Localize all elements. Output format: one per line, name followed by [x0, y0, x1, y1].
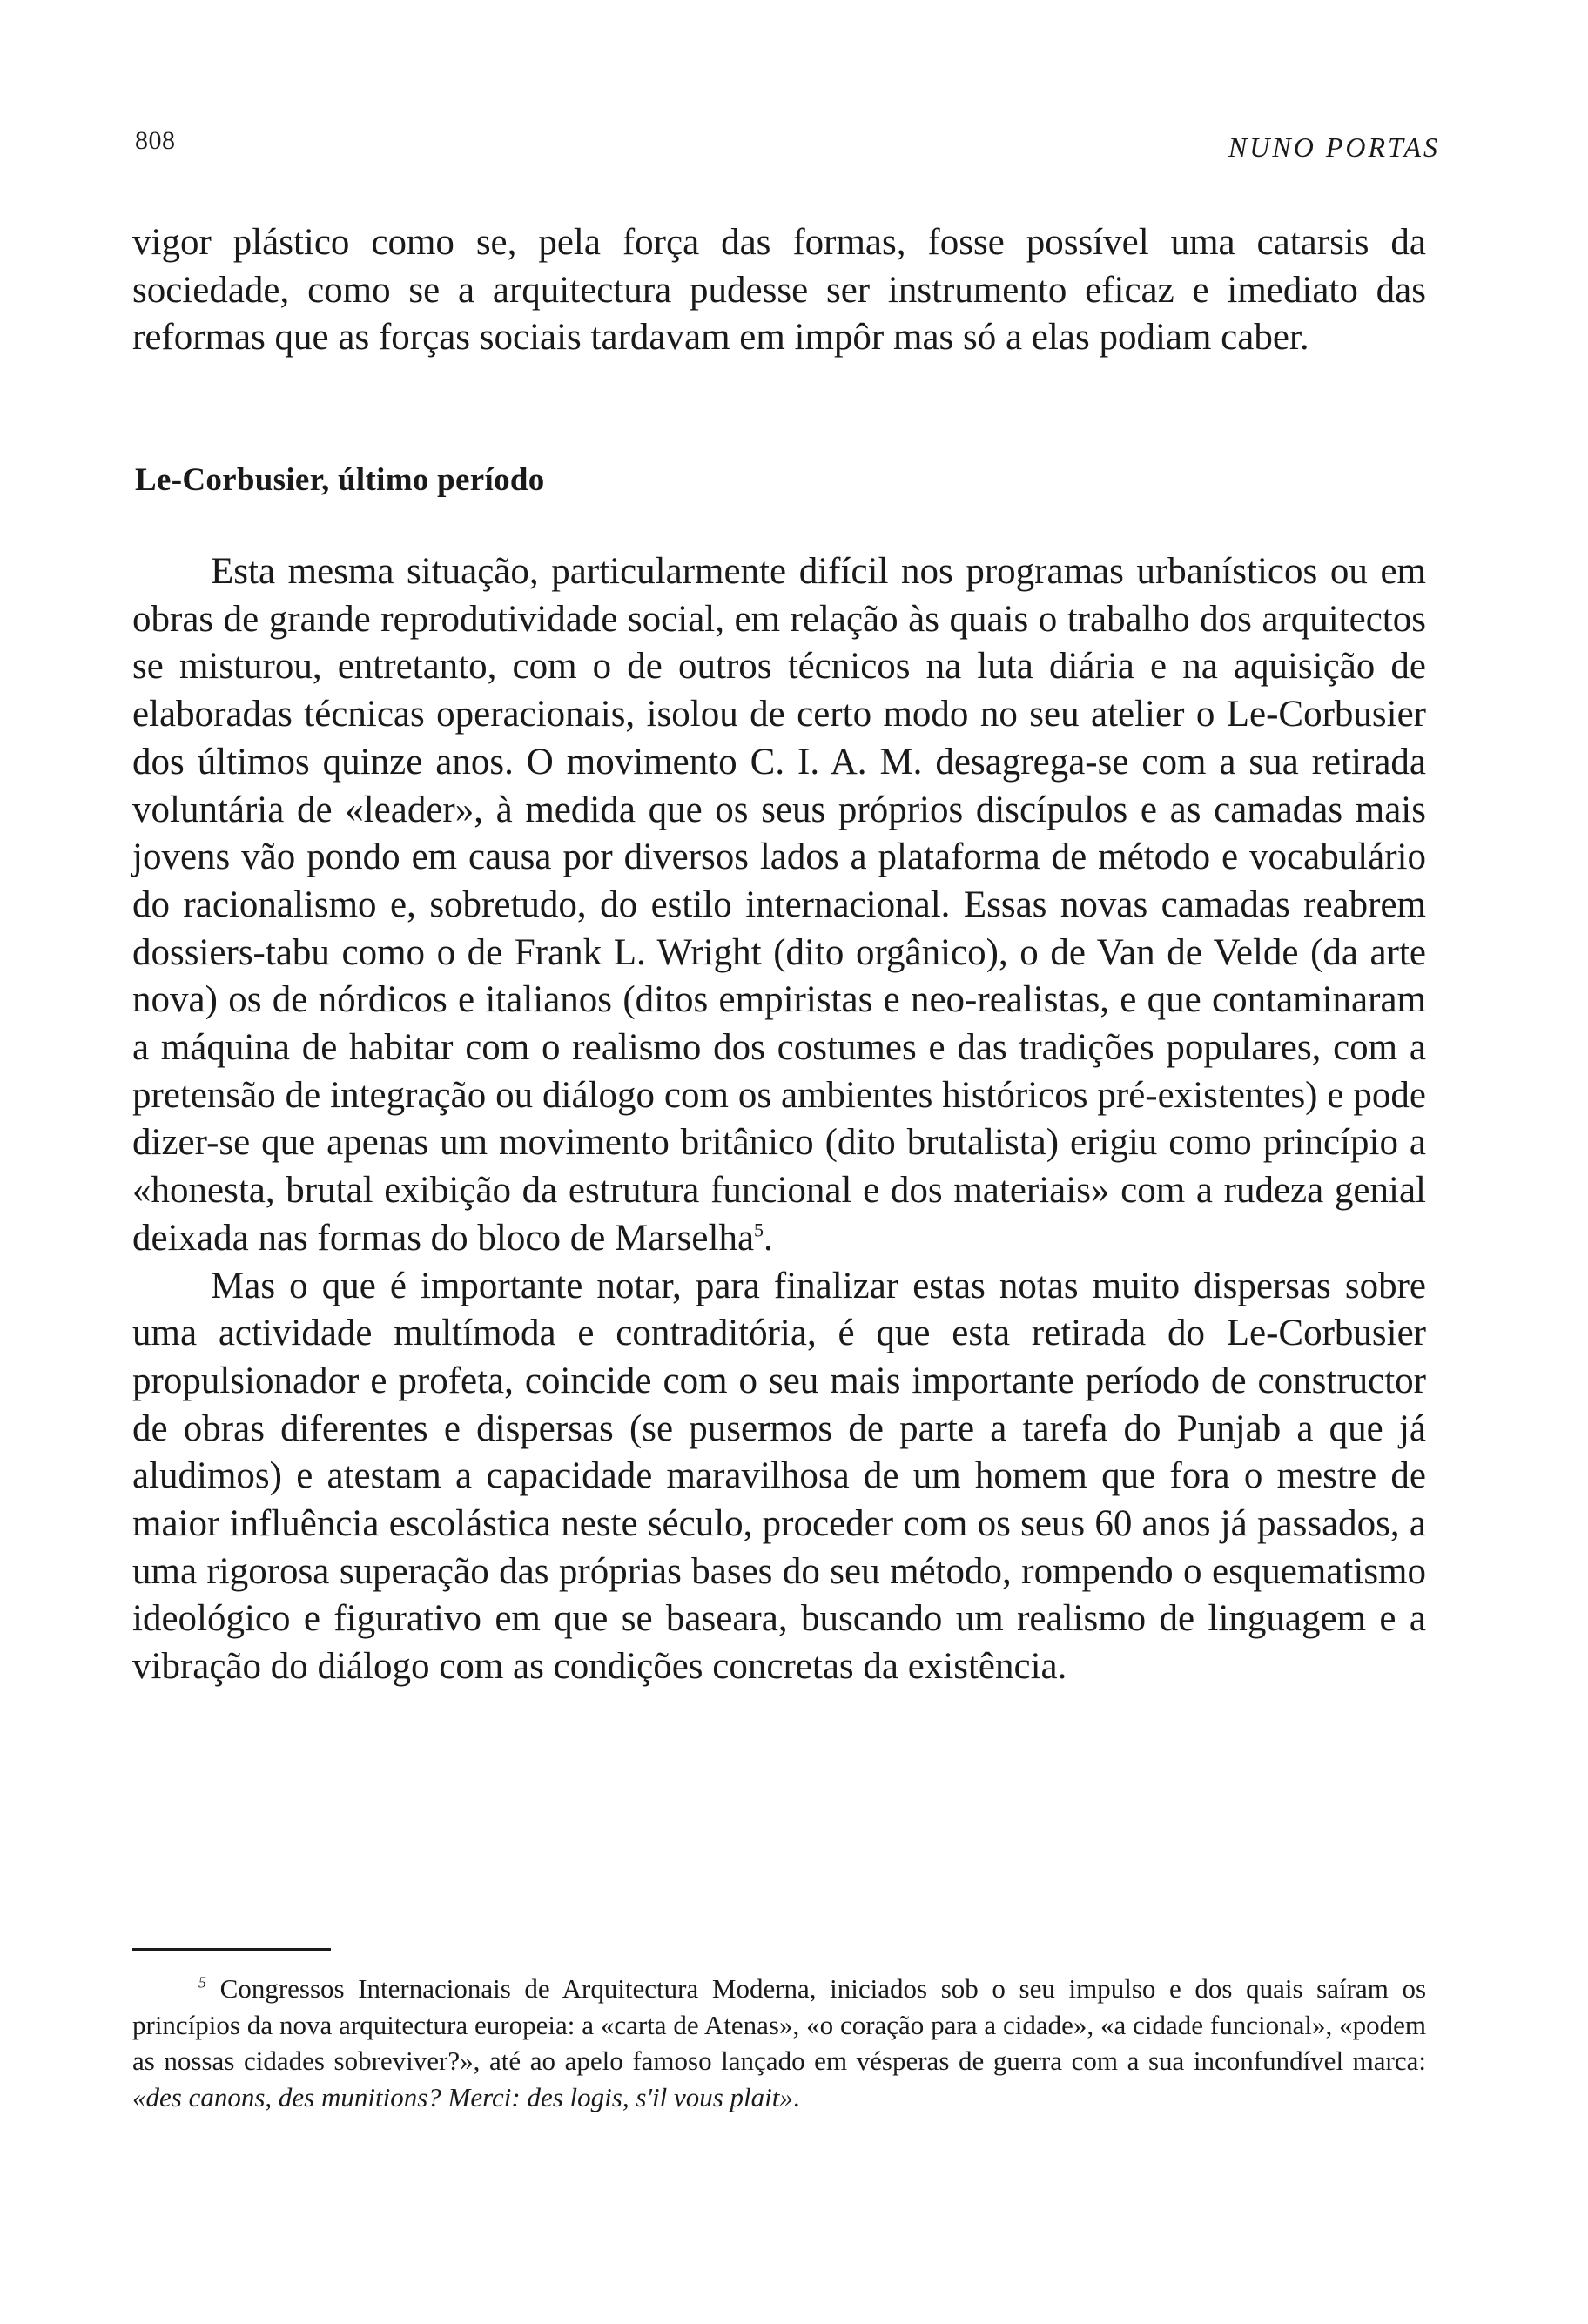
footnote-divider: [132, 1948, 331, 1951]
paragraph-2: Mas o que é importante notar, para finalizar estas notas muito dispersas sobre uma actividade multímoda e contraditória, é que esta retirada do Le-Corbusier propulsionador e profeta, coincide com o seu mais importante período de constructor de obras diferentes e dispersas (se pusermos de parte a tarefa do Punjab a que já aludimos) e atestam a capacidade maravilhosa de um homem que fora o mestre de maior influência escolástica neste século, proceder com os seus 60 anos já passados, a uma rigorosa superação das próprias bases do seu método, rompendo o esquematismo ideológico e figurativo em que se baseara, buscando um realismo de linguagem e a vibração do diálogo com as condições concretas da existência.: [132, 1265, 1426, 1688]
footnote-end: .: [792, 2081, 800, 2112]
footnote-italic-quote: «des canons, des munitions? Merci: des logis, s'il vous plait»: [132, 2081, 793, 2112]
footnote-number: 5: [198, 1973, 206, 1992]
intro-text-block: [132, 219, 1426, 362]
paragraph-1: [132, 548, 1426, 1263]
footnote: [132, 1971, 1426, 2115]
intro-paragraph: vigor plástico como se, pela força das formas, fosse possível uma catarsis da sociedade, como se a arquitectura pudesse ser instrumento eficaz e imediato das reformas que as forças sociais tardavam em impôr mas só a elas podiam caber.: [132, 222, 1426, 359]
running-head-author: NUNO PORTAS: [1228, 131, 1440, 163]
paragraph-1-text: Esta mesma situação, particularmente difícil nos programas urbanísticos ou em obras de grande reprodutividade social, em relação às quais o trabalho dos arquitectos se misturou, entretanto, com o de outros técnicos na luta diária e na aquisição de elaboradas técnicas operacionais, isolou de certo modo no seu atelier o Le-Corbusier dos últimos quinze anos. O movimento C. I. A. M. desagrega-se com a sua retirada voluntária de «leader», à medida que os seus próprios discípulos e as camadas mais jovens vão pondo em causa por diversos lados a plataforma de método e vocabulário do racionalismo e, sobretudo, do estilo internacional. Essas novas camadas reabrem dossiers-tabu como o de Frank L. Wright (dito orgânico), o de Van de Velde (da arte nova) os de nórdicos e italianos (ditos empiristas e neo-realistas, e que contaminaram a máquina de habitar com o realismo dos costumes e das tradições populares, com a pretensão de integração ou diálogo com os ambientes históricos pré-existentes) e pode dizer-se que apenas um movimento britânico (dito brutalista) erigiu como princípio a «honesta, brutal exibição da estrutura funcional e dos materiais» com a rudeza genial deixada nas formas do bloco de Marselha: [132, 551, 1426, 1259]
main-text-block: [132, 548, 1426, 1691]
footnote-text: Congressos Internacionais de Arquitectura Moderna, iniciados sob o seu impulso e dos quais saíram os princípios da nova arquitectura europeia: a «carta de Atenas», «o coração para a cidade», «a cidade funcional», «podem as nossas cidades sobreviver?», até ao apelo famoso lançado em vésperas de guerra com a sua inconfundível marca:: [132, 1973, 1427, 2076]
footnote-reference[interactable]: 5: [754, 1219, 764, 1241]
section-heading: Le-Corbusier, último período: [135, 462, 545, 498]
page-header: [135, 126, 1440, 170]
page-number: 808: [135, 126, 176, 155]
paragraph-1-end: .: [764, 1217, 773, 1259]
